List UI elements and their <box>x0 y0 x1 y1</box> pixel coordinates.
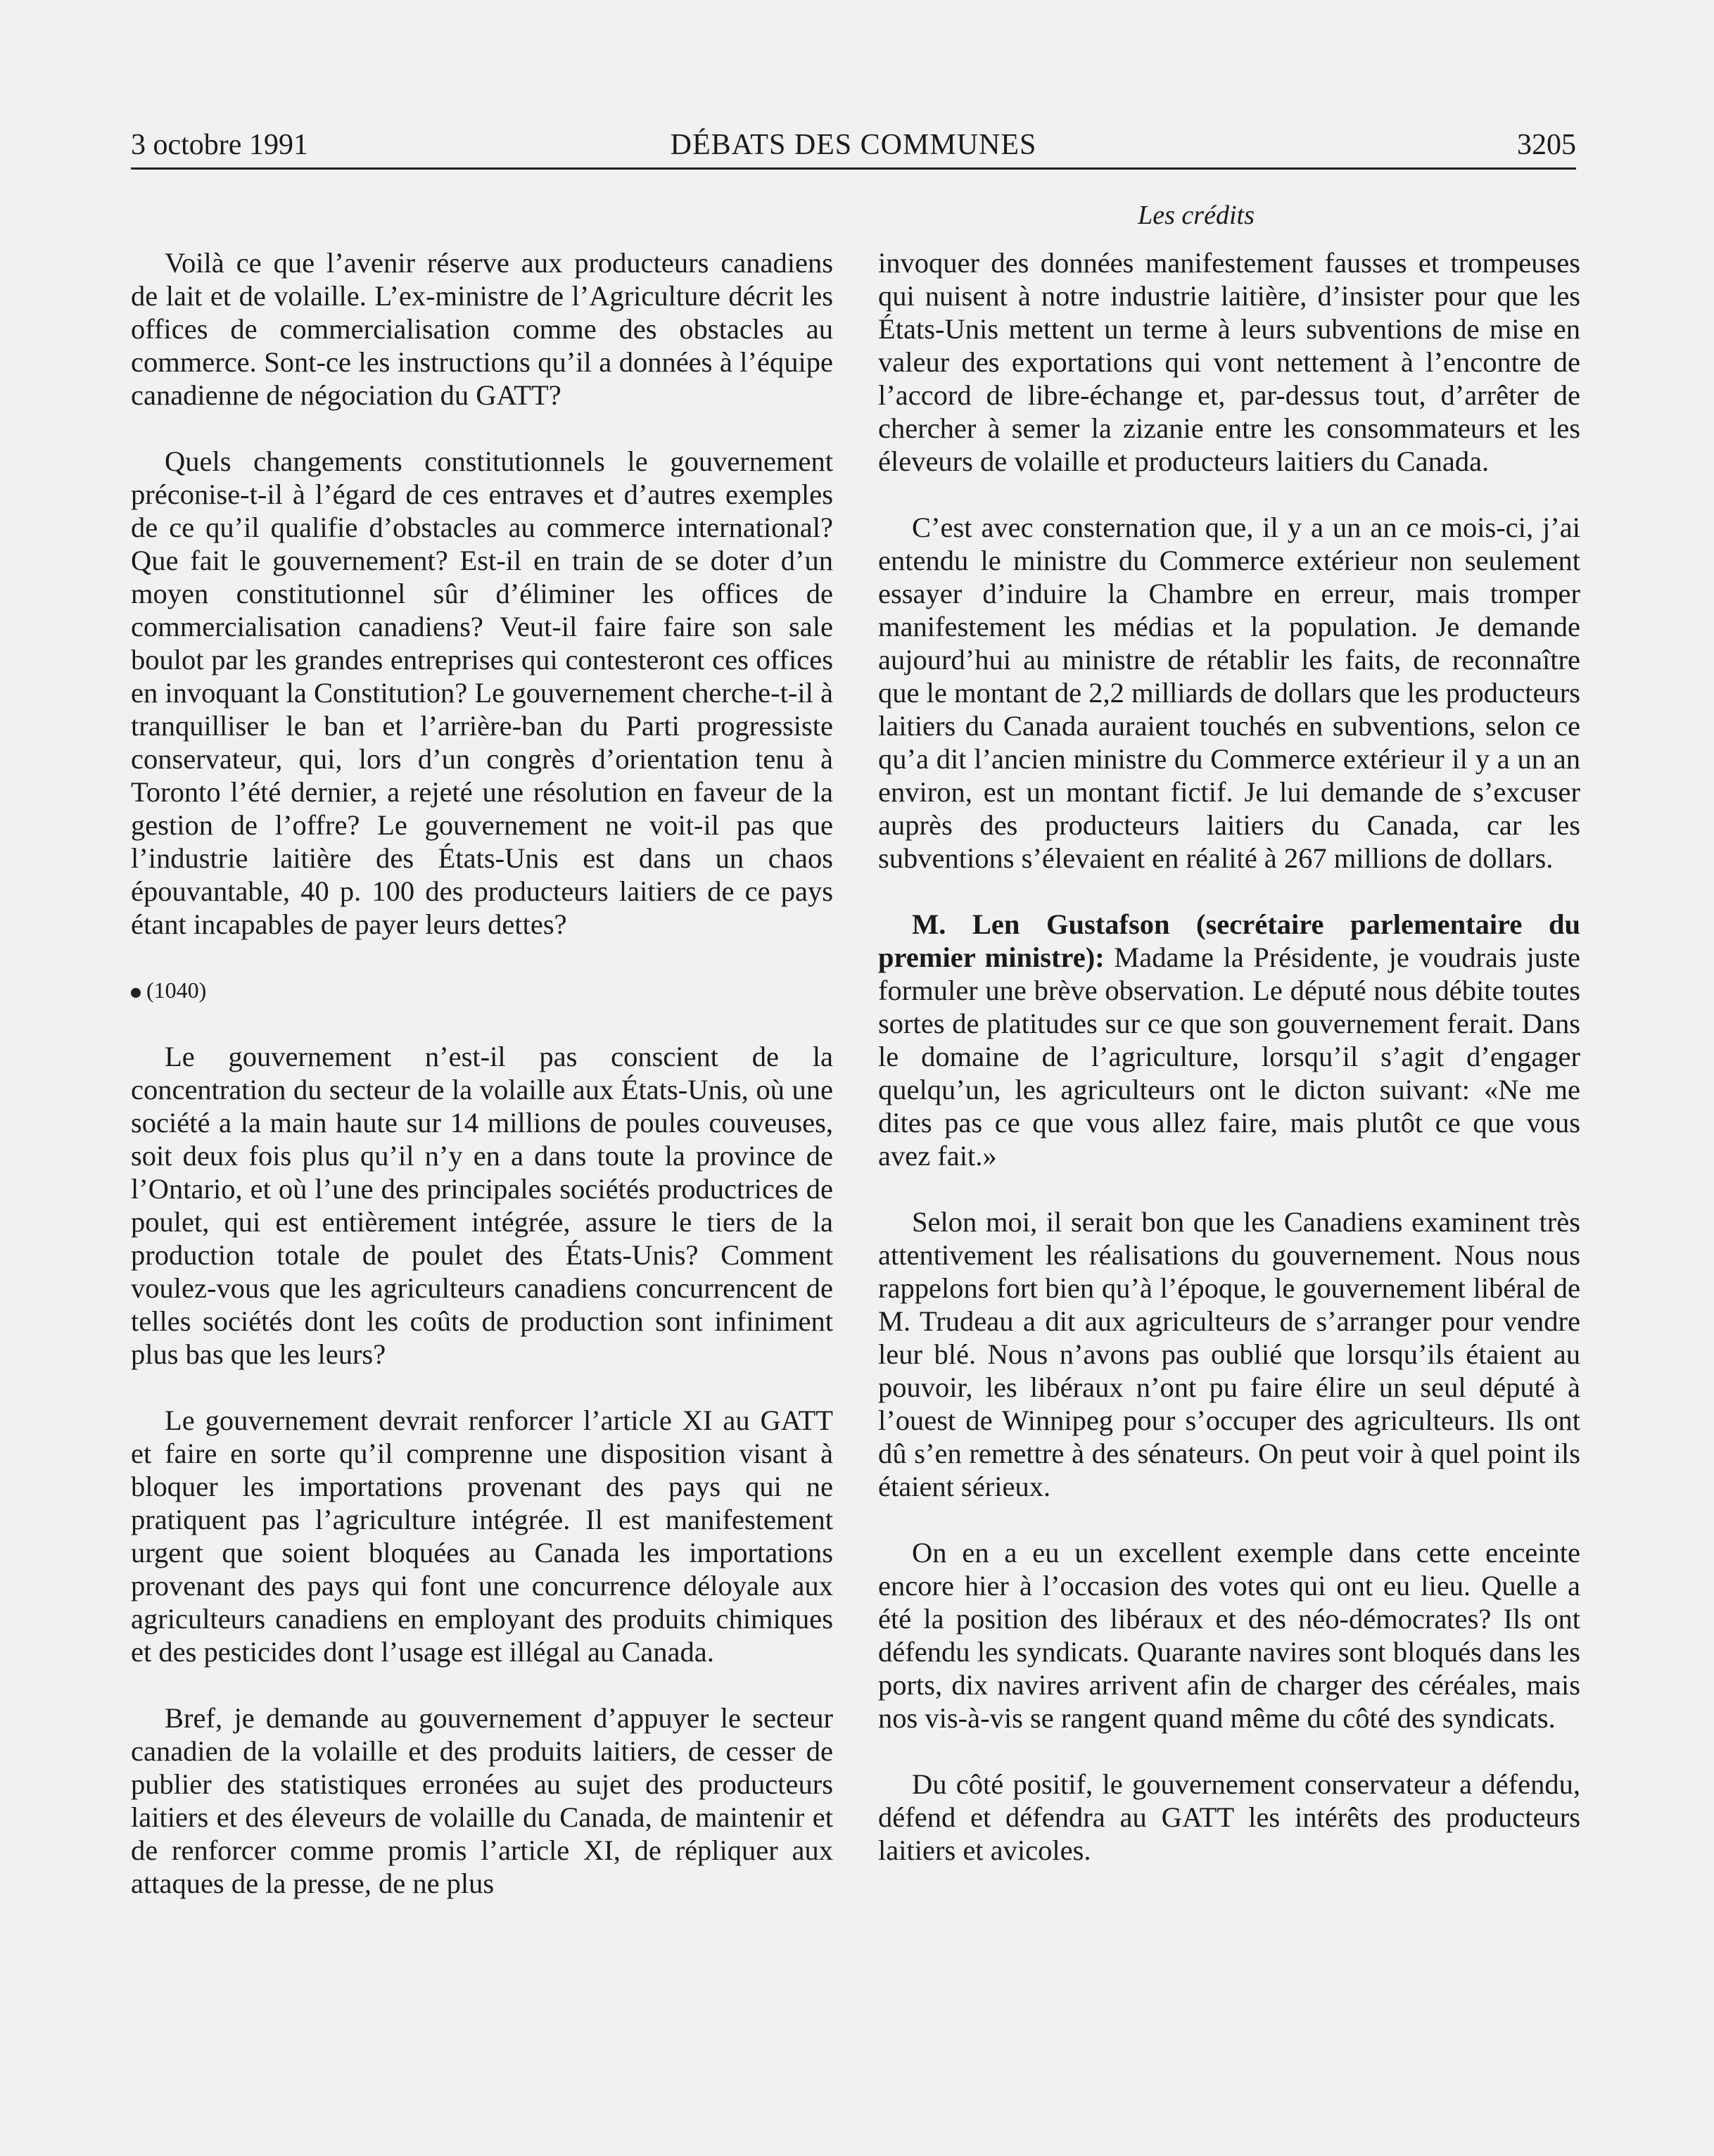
section-label: Les crédits <box>1138 201 1255 230</box>
left-column <box>131 246 833 1933</box>
time-marker <box>131 974 833 1007</box>
header-rule <box>131 167 1576 170</box>
header-date: 3 octobre 1991 <box>131 129 308 161</box>
paragraph: Voilà ce que l’avenir réserve aux producteurs canadiens de lait et de volaille. L’ex-ministre de l’Agriculture décrit les offices de commercialisation comme des obstacles au commerce. Sont-ce les instructions qu’il a données à l’équipe canadienne de négociation du GATT? <box>131 247 833 411</box>
page-header <box>131 124 1576 166</box>
paragraph: Quels changements constitutionnels le gouvernement préconise-t-il à l’égard de ces entraves et d’autres exemples de ce qu’il qualifie d’obstacles au commerce international? Que fait le gouvernement? Est-il en train de se doter d’un moyen constitutionnel sûr d’éliminer les offices de commercialisation canadiens? Veut-il faire faire son sale boulot par les grandes entreprises qui contesteront ces offices en invoquant la Constitution? Le gouvernement cherche-t-il à tranquilliser le ban et l’arrière-ban du Parti progressiste conservateur, qui, lors d’un congrès d’orientation tenu à Toronto l’été dernier, a rejeté une résolution en faveur de la gestion de l’offre? Le gouvernement ne voit-il pas que l’industrie laitière des États-Unis est dans un chaos épouvantable, 40 p. 100 des producteurs laitiers de ce pays étant incapables de payer leurs dettes? <box>131 445 833 940</box>
paragraph: Selon moi, il serait bon que les Canadiens examinent très attentivement les réalisations du gouvernement. Nous nous rappelons fort bien qu’à l’époque, le gouvernement libéral de M. Trudeau a dit aux agriculteurs de s’arranger pour vendre leur blé. Nous n’avons pas oublié que lorsqu’ils étaient au pouvoir, les libéraux n’ont pu faire élire un seul député à l’ouest de Winnipeg pour s’occuper des agriculteurs. Ils ont dû s’en remettre à des sénateurs. On peut voir à quel point ils étaient sérieux. <box>878 1206 1580 1502</box>
header-title: DÉBATS DES COMMUNES <box>670 129 1037 161</box>
speaker-paragraph <box>878 908 1580 1172</box>
paragraph: Le gouvernement n’est-il pas conscient de la concentration du secteur de la volaille aux États-Unis, où une société a la main haute sur 14 millions de poules couveuses, soit deux fois plus qu’il n’y en a dans toute la province de l’Ontario, et où l’une des principales sociétés productrices de poulet, qui est entièrement intégrée, assure le tiers de la production totale de poulet des États-Unis? Comment voulez-vous que les agriculteurs canadiens concurrencent de telles sociétés dont les coûts de production sont infiniment plus bas que les leurs? <box>131 1041 833 1370</box>
paragraph: Bref, je demande au gouvernement d’appuyer le secteur canadien de la volaille et des produits laitiers, de cesser de publier des statistiques erronées au sujet des producteurs laitiers et des éleveurs de volaille du Canada, de maintenir et de renforcer comme promis l’article XI, de répliquer aux attaques de la presse, de ne plus <box>131 1702 833 1899</box>
paragraph: Du côté positif, le gouvernement conservateur a défendu, défend et défendra au GATT les intérêts des producteurs laitiers et avicoles. <box>878 1768 1580 1866</box>
speaker-name: M. Len Gustafson (secrétaire parlementaire du premier ministre): <box>878 908 1580 973</box>
time-marker-text: (1040) <box>146 977 207 1003</box>
speaker-text: Madame la Présidente, je voudrais juste formuler une brève observation. Le député nous débite toutes sortes de platitudes sur ce que son gouvernement ferait. Dans le domaine de l’agriculture, lorsqu’il s’agit d’engager quelqu’un, les agriculteurs ont le dicton suivant: «Ne me dites pas ce que vous allez faire, mais plutôt ce que vous avez fait.» <box>878 941 1580 1172</box>
right-column <box>878 246 1580 1900</box>
paragraph-continuation: invoquer des données manifestement fausses et trompeuses qui nuisent à notre industrie laitière, d’insister pour que les États-Unis mettent un terme à leurs subventions de mise en valeur des exportations qui vont nettement à l’encontre de l’accord de libre-échange et, par-dessus tout, d’arrêter de chercher à semer la zizanie entre les consommateurs et les éleveurs de volaille et producteurs laitiers du Canada. <box>878 247 1580 477</box>
paragraph: On en a eu un excellent exemple dans cette enceinte encore hier à l’occasion des votes qui ont eu lieu. Quelle a été la position des libéraux et des néo-démocrates? Ils ont défendu les syndicats. Quarante navires sont bloqués dans les ports, dix navires arrivent afin de charger des céréales, mais nos vis-à-vis se rangent quand même du côté des syndicats. <box>878 1537 1580 1734</box>
bullet-icon <box>131 988 141 998</box>
paragraph: C’est avec consternation que, il y a un an ce mois-ci, j’ai entendu le ministre du Commerce extérieur non seulement essayer d’induire la Chambre en erreur, mais tromper manifestement les médias et la population. Je demande aujourd’hui au ministre de rétablir les faits, de reconnaître que le montant de 2,2 milliards de dollars que les producteurs laitiers du Canada auraient touchés en subventions, selon ce qu’a dit l’ancien ministre du Commerce extérieur il y a un an environ, est un montant fictif. Je lui demande de s’excuser auprès des producteurs laitiers du Canada, car les subventions s’élevaient en réalité à 267 millions de dollars. <box>878 512 1580 874</box>
paragraph: Le gouvernement devrait renforcer l’article XI au GATT et faire en sorte qu’il comprenne une disposition visant à bloquer les importations provenant des pays qui ne pratiquent pas l’agriculture intégrée. Il est manifestement urgent que soient bloquées au Canada les importations provenant des pays qui font une concurrence déloyale aux agriculteurs canadiens en employant des produits chimiques et des pesticides dont l’usage est illégal au Canada. <box>131 1404 833 1668</box>
page-number: 3205 <box>1517 129 1576 161</box>
